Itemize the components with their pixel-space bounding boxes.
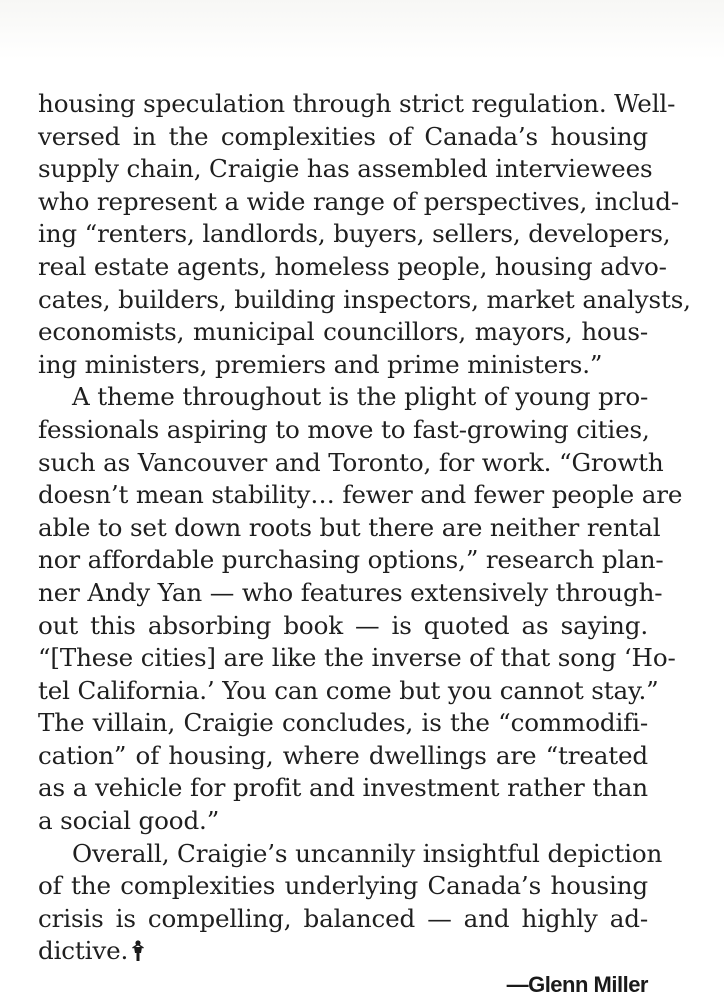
text-line: cation” of housing, where dwellings are “treated [38, 740, 648, 770]
text-line-final [38, 935, 648, 968]
text-line: ner Andy Yan — who features extensively through- [38, 577, 663, 607]
paragraph-3 [38, 838, 663, 968]
text-line: nor affordable purchasing options,” research plan- [38, 545, 664, 575]
author-byline: —Glenn Miller [506, 972, 648, 997]
paragraph-1 [38, 88, 691, 381]
text-line: “[These cities] are like the inverse of that song ‘Ho- [38, 643, 676, 673]
text-line: real estate agents, homeless people, housing advo- [38, 251, 667, 281]
text-line: economists, municipal councillors, mayors, hous- [38, 317, 648, 347]
text-line: a social good.” [38, 806, 220, 836]
text-line: cates, builders, building inspectors, market analysts, [38, 284, 691, 314]
figure-end-icon [132, 938, 144, 960]
final-line-text: dictive. [38, 936, 129, 966]
text-line: tel California.’ You can come but you cannot stay.” [38, 675, 659, 705]
text-line: doesn’t mean stability… fewer and fewer people are [38, 480, 683, 510]
text-line: A theme throughout is the plight of young pro- [72, 382, 649, 412]
article-column [38, 88, 691, 968]
text-line: crisis is compelling, balanced — and highly ad- [38, 903, 648, 933]
text-line: of the complexities underlying Canada’s housing [38, 871, 648, 901]
paragraph-2 [38, 381, 683, 837]
text-line: such as Vancouver and Toronto, for work. “Growth [38, 447, 664, 477]
text-line: versed in the complexities of Canada’s housing [38, 121, 648, 151]
text-line: housing speculation through strict regulation. Well- [38, 89, 676, 118]
text-line: The villain, Craigie concludes, is the “commodifi- [38, 708, 648, 738]
text-line: out this absorbing book — is quoted as saying. [38, 610, 648, 640]
text-line: ing “renters, landlords, buyers, sellers, developers, [38, 219, 671, 249]
text-line: who represent a wide range of perspectives, includ- [38, 186, 679, 216]
text-line: as a vehicle for profit and investment rather than [38, 773, 648, 803]
text-line: able to set down roots but there are neither rental [38, 512, 661, 542]
text-line: fessionals aspiring to move to fast-growing cities, [38, 414, 650, 444]
text-line: ing ministers, premiers and prime ministers.” [38, 349, 603, 379]
text-line: supply chain, Craigie has assembled interviewees [38, 154, 653, 184]
text-line: Overall, Craigie’s uncannily insightful depiction [72, 838, 663, 868]
